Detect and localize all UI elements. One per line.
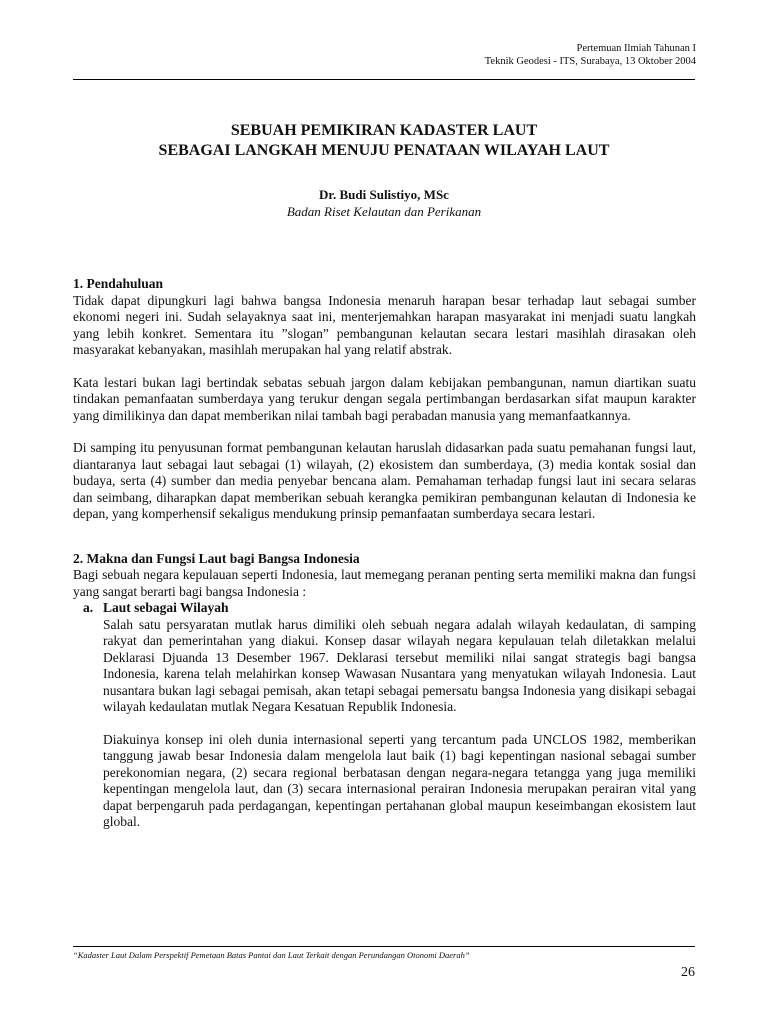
footer-divider: [73, 946, 695, 947]
header-divider: [73, 79, 695, 80]
paper-title: [0, 121, 768, 161]
list-item-label: a.: [83, 600, 94, 615]
running-footer: “Kadaster Laut Dalam Perspektif Pemetaan Batas Pantai dan Laut Terkait dengan Perundangan Otonomi Daerah”: [73, 950, 470, 960]
running-header: [485, 42, 696, 68]
author-name: Dr. Budi Sulistiyo, MSc: [319, 187, 449, 202]
list-item-a-header: [73, 600, 696, 617]
item-a-paragraph-2: Diakuinya konsep ini oleh dunia internasional seperti yang tercantum pada UNCLOS 1982, memberikan tanggung jawab besar Indonesia dalam mengelola laut baik (1) bagi kepentingan nasional sebagai sumber perekonomian negara, (2) secara regional berbatasan dengan negara-negara tetangga yang juga memiliki kepentingan mengelola laut, dan (3) secara internasional perairan Indonesia merupakan perairan vital yang dapat berpengaruh pada perdagangan, kepentingan pertahanan global maupun keseimbangan ekosistem laut global.: [103, 731, 696, 829]
title-line-2: SEBAGAI LANGKAH MENUJU PENATAAN WILAYAH LAUT: [158, 142, 610, 159]
section-1-paragraph-3: Di samping itu penyusunan format pembangunan kelautan haruslah didasarkan pada suatu pemahanan fungsi laut, diantaranya laut sebagai laut sebagai (1) wilayah, (2) ekosistem dan sumberdaya, (3) media kontak sosial dan budaya, serta (4) sumber dan media penyebar bencana alam. Pemahaman terhadap fungsi laut ini secara selaras dan seimbang, diharapkan dapat memberikan sebuah kerangka pemikiran pembangunan kelautan di Indonesia ke depan, yang komperhensif sekaligus mendukung prinsip pemanfaatan sumberdaya secara lestari.: [73, 440, 696, 521]
title-line-1: SEBUAH PEMIKIRAN KADASTER LAUT: [230, 122, 538, 139]
page-number: 26: [681, 965, 695, 980]
header-line-1: Pertemuan Ilmiah Tahunan I: [576, 43, 696, 54]
list-item-title: Laut sebagai Wilayah: [103, 600, 229, 615]
section-1-paragraph-1: Tidak dapat dipungkuri lagi bahwa bangsa Indonesia menaruh harapan besar terhadap laut sebagai sumber ekonomi negeri ini. Sudah selayaknya saat ini, menterjemahkan harapan masyarakat ini menjadi suatu langkah yang lebih konkret. Sementara itu ”slogan” pembangunan kelautan secara lestari masihlah dirasakan oleh masyarakat kebanyakan, masihlah merupakan hal yang relatif abstrak.: [73, 292, 696, 357]
author-block: [0, 186, 768, 220]
item-a-paragraph-1: Salah satu persyaratan mutlak harus dimiliki oleh sebuah negara adalah wilayah kedaulatan, di samping rakyat dan pemerintahan yang diakui. Konsep dasar wilayah negara kepulauan telah diletakkan melalui Deklarasi Djuanda 13 Desember 1967. Deklarasi tersebut memiliki nilai sangat strategis bagi bangsa Indonesia, karena telah melahirkan konsep Wawasan Nusantara yang menyatukan wilayah Indonesia. Laut nusantara bukan lagi sebagai pemisah, akan tetapi sebagai pemersatu bangsa Indonesia yang disikapi sebagai wilayah kedaulatan mutlak Negara Kesatuan Republik Indonesia.: [103, 616, 696, 714]
section-2-intro: Bagi sebuah negara kepulauan seperti Indonesia, laut memegang peranan penting serta memiliki makna dan fungsi yang sangat berarti bagi bangsa Indonesia :: [73, 567, 696, 599]
list-item-a-body: [103, 617, 696, 831]
section-1-paragraph-2: Kata lestari bukan lagi bertindak sebatas sebuah jargon dalam kebijakan pembangunan, namun diartikan suatu tindakan pemanfaatan sumberdaya yang terukur dengan segala pertimbangan berdasarkan sifat maupun karakter yang dimilikinya dan dapat memberikan nilai tambah bagi perabadan manusia yang memanfaatkannya.: [73, 374, 696, 423]
section-2-heading: 2. Makna dan Fungsi Laut bagi Bangsa Indonesia: [73, 550, 360, 566]
body-content: [73, 276, 696, 831]
section-1-heading: 1. Pendahuluan: [73, 276, 164, 291]
author-affiliation: Badan Riset Kelautan dan Perikanan: [286, 204, 482, 219]
header-line-2: Teknik Geodesi - ITS, Surabaya, 13 Oktober 2004: [484, 56, 696, 67]
